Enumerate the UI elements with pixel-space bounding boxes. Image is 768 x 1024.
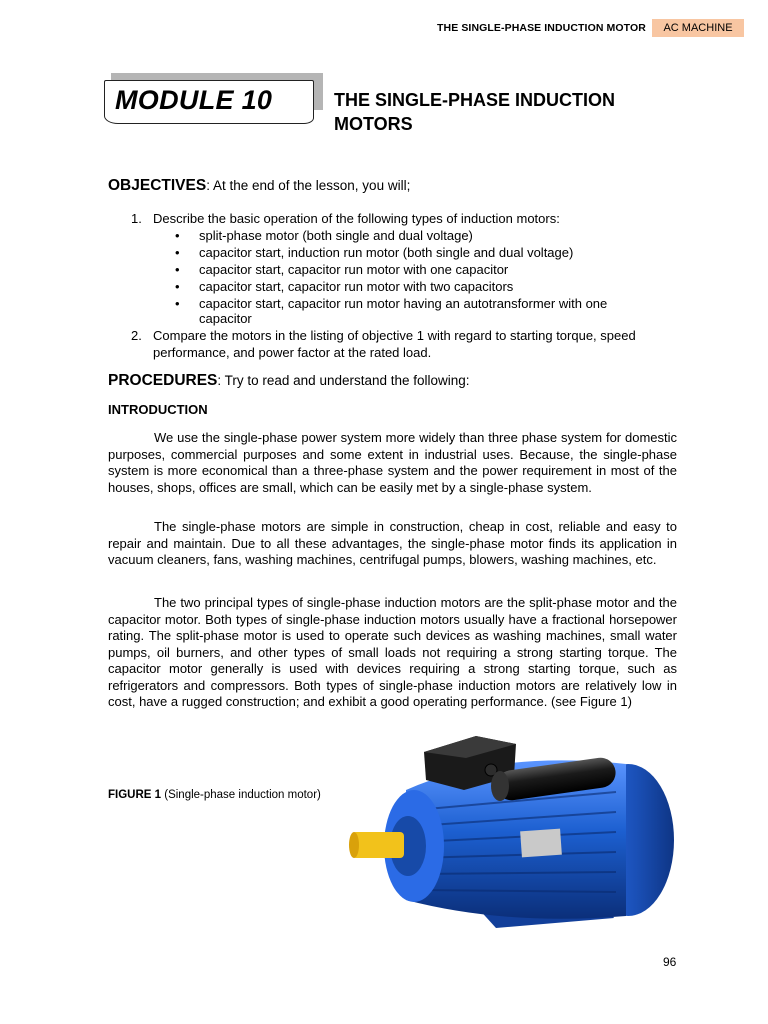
nameplate: [520, 829, 562, 858]
figure-caption: [108, 789, 321, 801]
objectives-heading: OBJECTIVES: [108, 177, 207, 194]
objective-1: [131, 211, 560, 228]
intro-paragraph-2: [108, 519, 677, 569]
figure-label: FIGURE 1: [108, 789, 162, 801]
objective-2-number: 2.: [131, 328, 142, 343]
procedures-lead: : Try to read and understand the following:: [217, 373, 470, 388]
objectives-heading-line: [108, 177, 410, 195]
paragraph-text: The single-phase motors are simple in construction, cheap in cost, reliable and easy to repair and maintain. Due to all these advantages, the single-phase motor finds its application in vacuum cleaners, fans, washing machines, centrifugal pumps, blowers, washing machines, etc.: [108, 519, 677, 567]
objective-bullet: capacitor start, induction run motor (both single and dual voltage): [199, 245, 574, 260]
objective-bullet: capacitor start, capacitor run motor having an autotransformer with one: [199, 296, 608, 311]
objective-1-text: Describe the basic operation of the following types of induction motors:: [153, 211, 560, 226]
objective-bullet: split-phase motor (both single and dual voltage): [199, 228, 473, 243]
module-label: MODULE 10: [115, 85, 273, 115]
bullet-dot: •: [175, 228, 180, 243]
objective-2-text-line-2: performance, and power factor at the rated load.: [153, 345, 432, 360]
single-phase-motor-image: [346, 730, 682, 934]
objective-bullet: capacitor start, capacitor run motor with one capacitor: [199, 262, 509, 277]
paragraph-text: We use the single-phase power system more widely than three phase system for domestic purposes, commercial purposes and some extent in industrial uses. Because, the single-phase system is more economical than a three-phase system and the power requirement in most of the houses, shops, offices are small, which can be easily met by a single-phase system.: [108, 430, 677, 495]
intro-paragraph-1: [108, 430, 677, 496]
bullet-dot: •: [175, 262, 180, 277]
paragraph-text: The two principal types of single-phase induction motors are the split-phase motor and the capacitor motor. Both types of single-phase induction motors usually have a fractional horsepower rating. The split-phase motor is used to operate such devices as washing machines, small water pumps, oil burners, and other types of small loads not requiring a strong starting torque. The capacitor motor generally is used with devices requiring a strong starting torque, such as refrigerators and compressors. Both types of single-phase induction motors are relatively low in cost, have a rugged construction; and exhibit a good operating performance. (see Figure 1): [108, 595, 677, 709]
objective-bullet: capacitor start, capacitor run motor with two capacitors: [199, 279, 514, 294]
introduction-heading: INTRODUCTION: [108, 402, 208, 417]
objective-bullet-continued: capacitor: [199, 311, 252, 326]
module-title: [334, 88, 654, 136]
module-title-line-2: MOTORS: [334, 114, 413, 134]
procedures-heading: PROCEDURES: [108, 372, 218, 389]
bullet-dot: •: [175, 245, 180, 260]
intro-paragraph-3: [108, 595, 677, 711]
section-badge: AC MACHINE: [652, 19, 744, 37]
procedures-heading-line: [108, 372, 470, 390]
bullet-dot: •: [175, 296, 180, 311]
objective-2-text-line-1: Compare the motors in the listing of objective 1 with regard to starting torque, speed: [153, 328, 636, 343]
objectives-lead: : At the end of the lesson, you will;: [206, 178, 411, 193]
capacitor-cap: [491, 771, 509, 801]
motor-shaft: [352, 832, 404, 858]
objective-1-number: 1.: [131, 211, 142, 226]
figure-caption-text: (Single-phase induction motor): [161, 789, 321, 801]
objective-2: [131, 328, 636, 345]
shaft-end: [349, 832, 359, 858]
bullet-dot: •: [175, 279, 180, 294]
page-number: 96: [663, 955, 677, 969]
running-header-title: THE SINGLE-PHASE INDUCTION MOTOR: [437, 22, 646, 34]
module-title-line-1: THE SINGLE-PHASE INDUCTION: [334, 90, 616, 110]
